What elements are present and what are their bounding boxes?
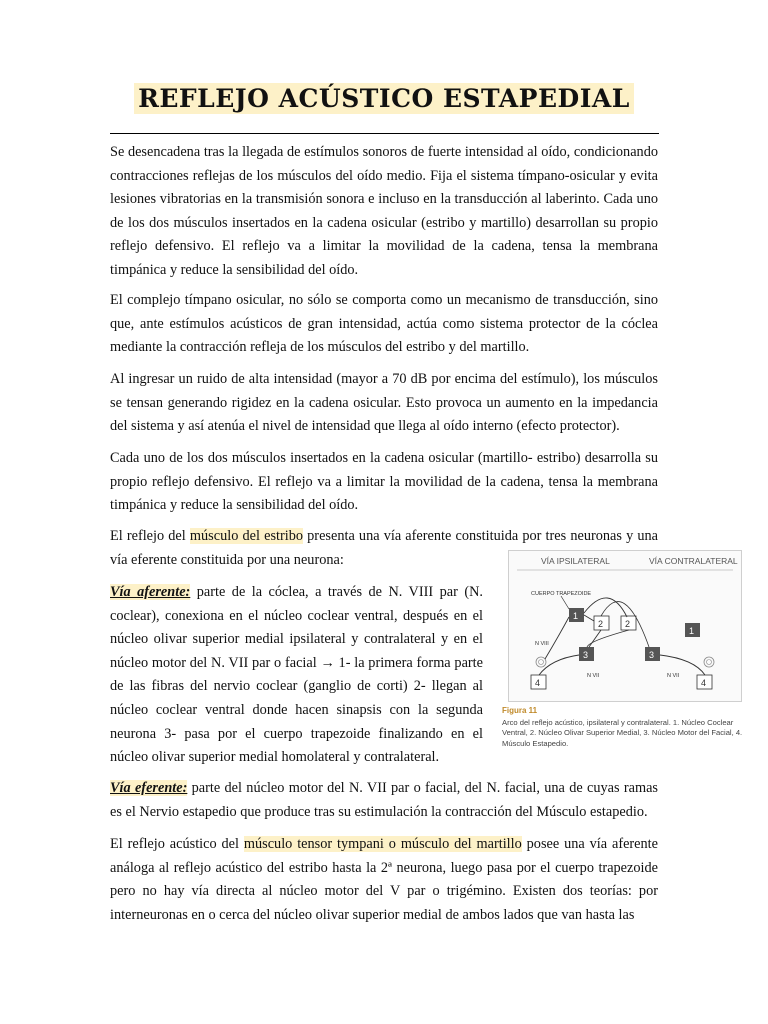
title-underline <box>110 133 659 134</box>
paragraph-8 <box>110 833 658 927</box>
paragraph-5-after: presenta una vía aferente constituida por tres neuronas y una vía eferente constituida por una neurona: <box>110 528 658 568</box>
header-via-ipsilateral: VÍA IPSILATERAL <box>541 556 610 566</box>
paragraph-8-after: posee una vía aferente análoga al reflejo acústico del estribo hasta la 2ª neurona, luego pasa por el cuerpo trapezoide pero no hay vía directa al núcleo motor del V par o trigémino. Existen dos teorías: por interneuronas en o cerca del núcleo olivar superior medial de ambos lados que van hasta las <box>110 836 658 923</box>
cochlea-left-icon <box>536 657 546 667</box>
paragraph-via-aferente <box>110 581 483 770</box>
svg-text:4: 4 <box>535 678 541 688</box>
via-aferente-text: parte de la cóclea, a través de N. VIII par (N. coclear), conexiona en el núcleo coclear ventral, después en el núcleo olivar superior medial ipsilateral y contralateral y en el núcleo motor del N. VII par o facial → 1- la primera forma parte de las fibras del nervio coclear (ganglio de corti) 2- llegan al núcleo coclear ventral donde hacen sinapsis con la segunda neurona 3- pasa por el cuerpo trapezoide finalizando en el núcleo olivar superior medial homolateral y contralateral. <box>110 584 483 766</box>
page-title <box>0 84 768 113</box>
paragraph-via-eferente <box>110 777 658 824</box>
label-n-vii-left: N VII <box>587 673 600 679</box>
via-aferente-label: Vía aferente: <box>110 584 191 600</box>
figure-label: Figura 11 <box>502 706 538 715</box>
paragraph-3: Al ingresar un ruido de alta intensidad (mayor a 70 dB por encima del estímulo), los músculos se tensan generando rigidez en la cadena osicular. Esto provoca un aumento en la impedancia del sistema y así atenúa el nivel de intensidad que llega al oído interno (efecto protector). <box>110 371 658 435</box>
svg-text:1: 1 <box>689 626 695 636</box>
svg-text:3: 3 <box>649 650 655 660</box>
paragraph-5-before: El reflejo del <box>110 528 190 544</box>
via-eferente-label: Vía eferente: <box>110 780 188 796</box>
label-cuerpo-trapezoide: CUERPO TRAPEZOIDE <box>531 591 592 597</box>
cochlea-right-icon <box>704 657 714 667</box>
figure-caption: Arco del reflejo acústico, ipsilateral y contralateral. 1. Núcleo Coclear Ventral, 2. Núcleo Olivar Superior Medial, 3. Núcleo Motor del Facial, 4. Músculo Estapedio. <box>502 718 743 748</box>
svg-text:1: 1 <box>573 611 579 621</box>
paragraph-2: El complejo tímpano osicular, no sólo se comporta como un mecanismo de transducción, sino que, ante estímulos acústicos de gran intensidad, actúa como sistema protector de la cóclea mediante la contracción refleja de los músculos del estribo y del martillo. <box>110 292 658 356</box>
label-n-vii-right: N VII <box>667 673 680 679</box>
page-title-text: REFLEJO ACÚSTICO ESTAPEDIAL <box>134 83 634 114</box>
header-via-contralateral: VÍA CONTRALATERAL <box>649 556 738 566</box>
paragraph-1: Se desencadena tras la llegada de estímulos sonoros de fuerte intensidad al oído, condicionando contracciones reflejas de los músculos del oído medio. Fija el sistema tímpano-osicular y evita lesiones vibratorias en la transmisión sonora e incluso en la transducción al laberinto. Cada uno de los dos músculos insertados en la cadena osicular (estribo y martillo) desarrollan su propio reflejo defensivo. El reflejo va a limitar la movilidad de la cadena, tensa la membrana timpánica y reduce la sensibilidad del oído. <box>110 144 658 278</box>
label-n-viii: N VIII <box>535 641 549 647</box>
svg-text:4: 4 <box>701 678 707 688</box>
paragraph-8-before: El reflejo acústico del <box>110 836 244 852</box>
reflex-arc-diagram <box>508 550 742 702</box>
via-eferente-text: parte del núcleo motor del N. VII par o facial, del N. facial, una de cuyas ramas es el Nervio estapedio que produce tras su estimulación la contracción del Músculo estapedio. <box>110 780 658 820</box>
figure-11 <box>500 548 744 753</box>
highlight-musculo-estribo: músculo del estribo <box>189 528 304 544</box>
svg-text:3: 3 <box>583 650 589 660</box>
highlight-tensor-tympani: músculo tensor tympani o músculo del martillo <box>243 836 522 852</box>
svg-text:2: 2 <box>598 619 604 629</box>
paragraph-4: Cada uno de los dos músculos insertados en la cadena osicular (martillo- estribo) desarrolla su propio reflejo defensivo. El reflejo va a limitar la movilidad de la cadena, tensa la membrana timpánica y reduce la sensibilidad del oído. <box>110 450 658 514</box>
svg-text:2: 2 <box>625 619 631 629</box>
